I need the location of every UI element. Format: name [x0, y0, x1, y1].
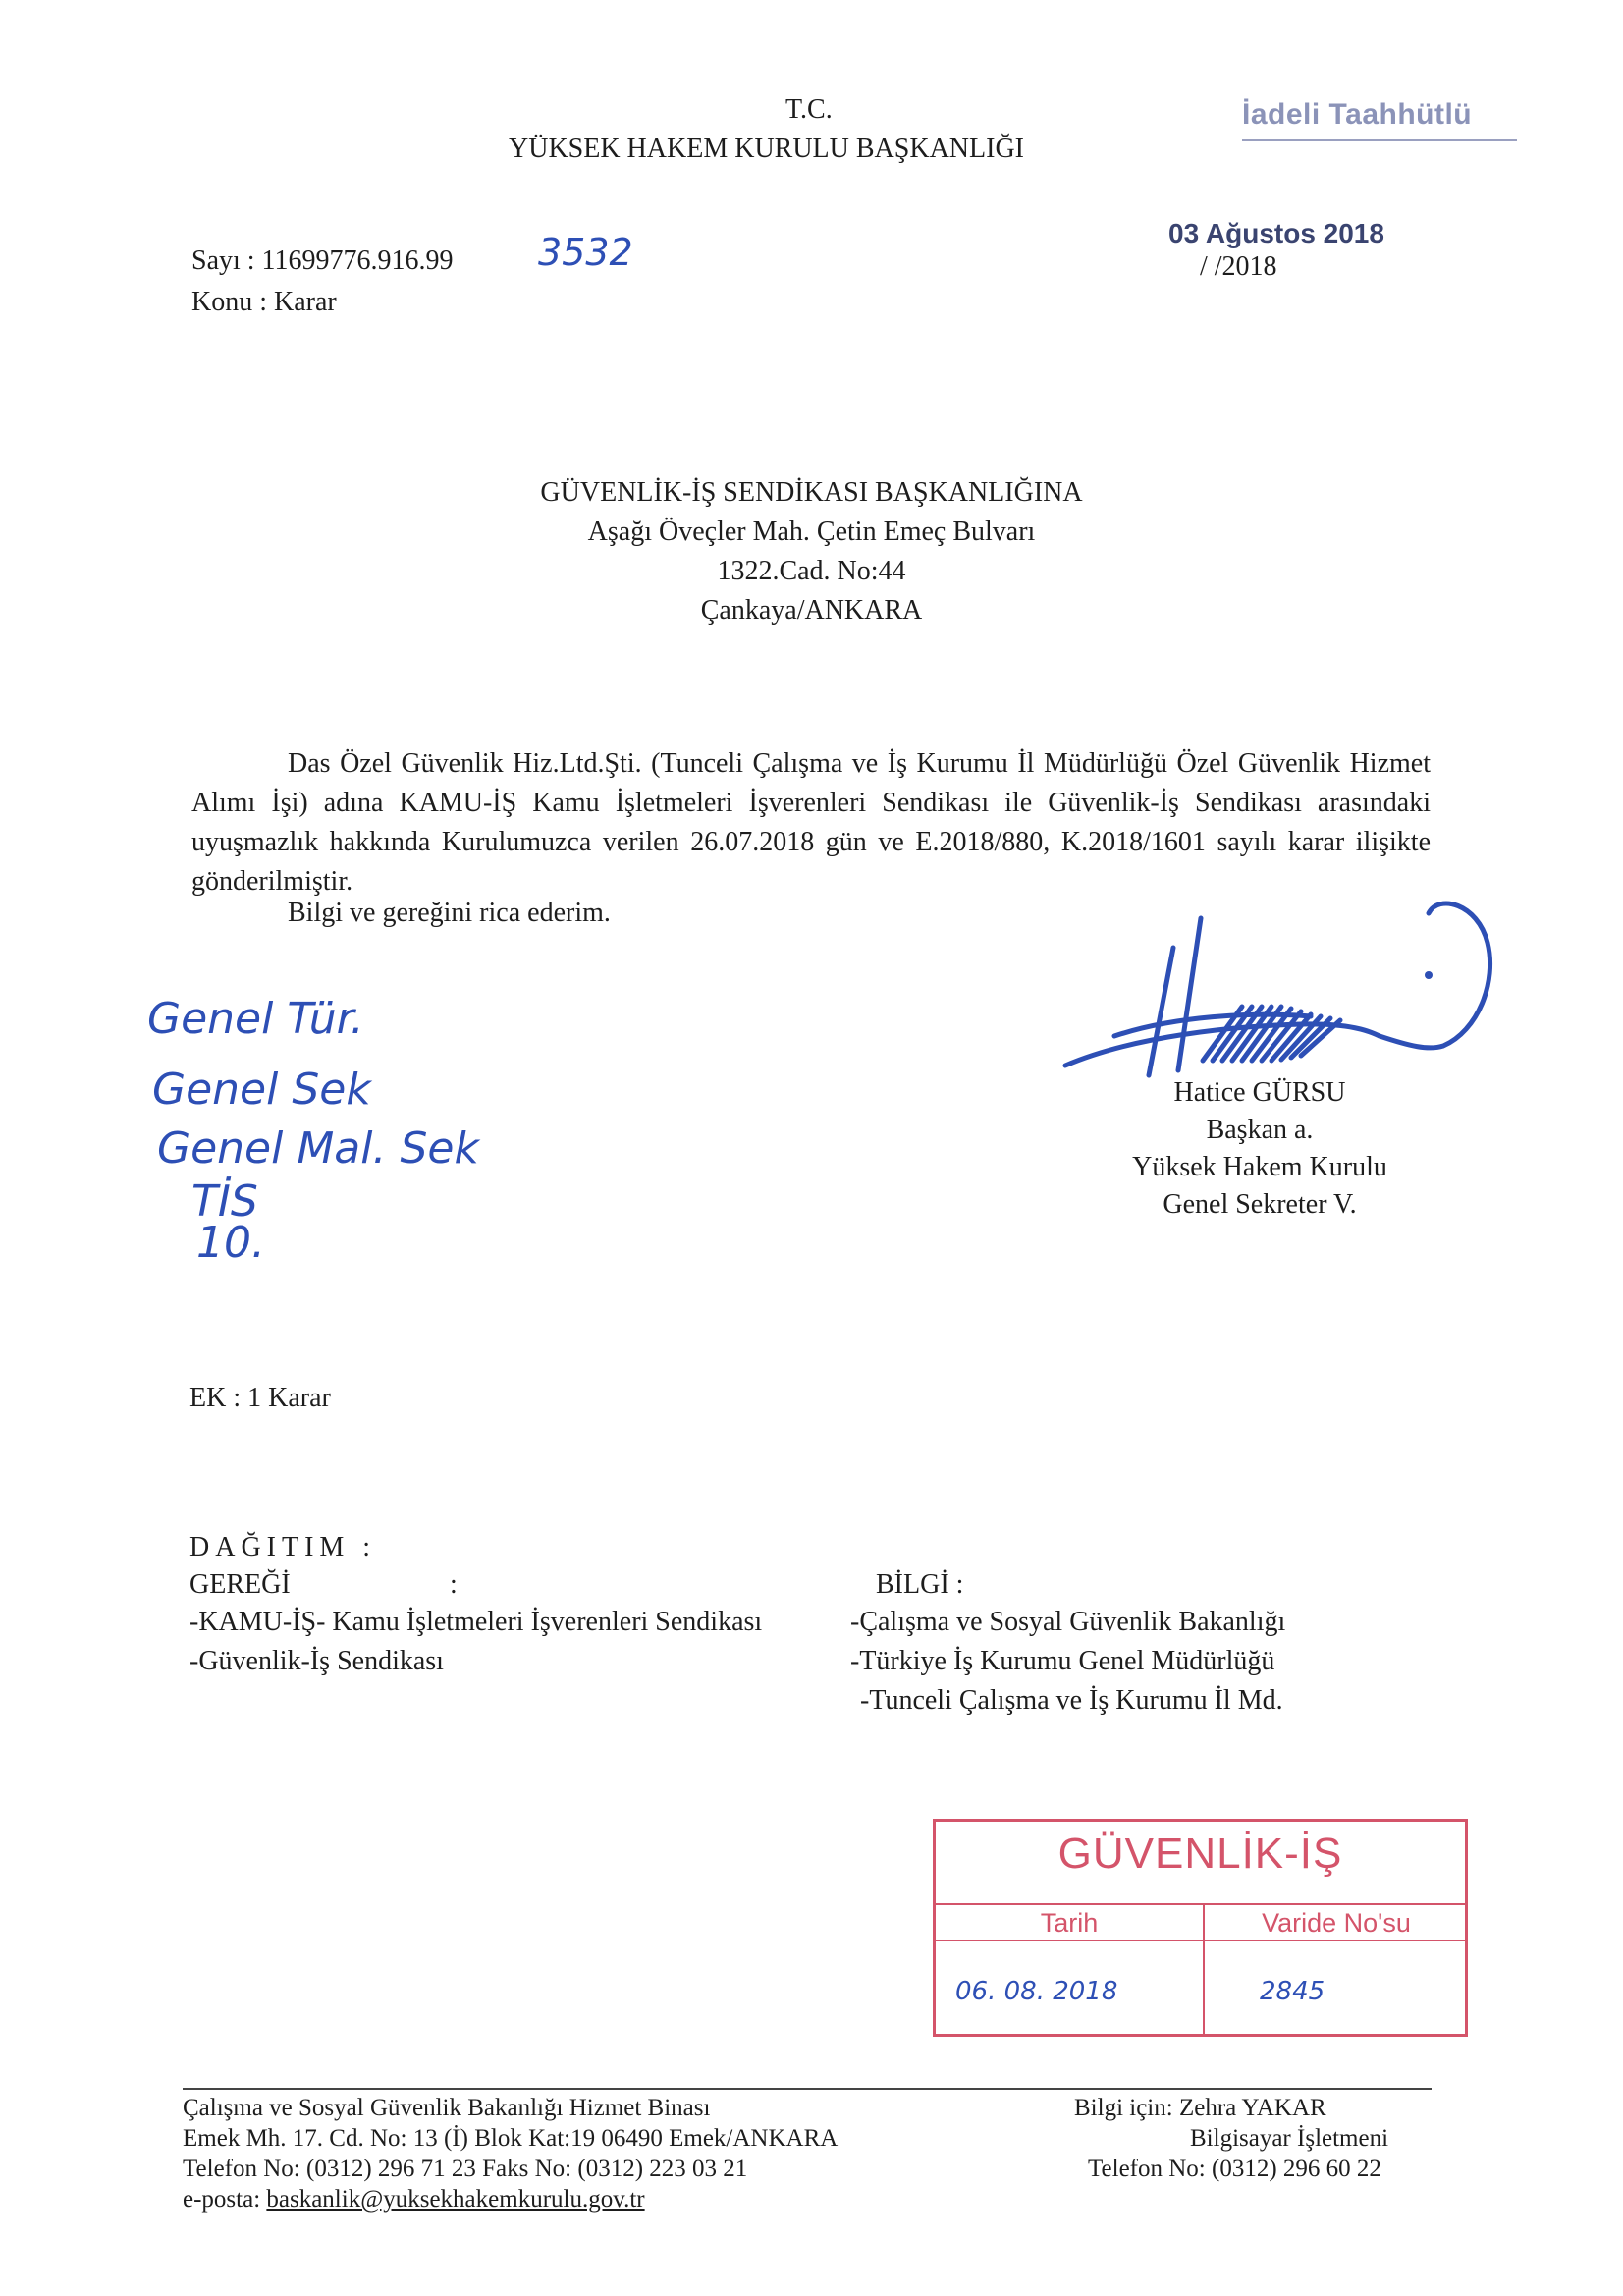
signatory-title-1: Başkan a. [1206, 1115, 1314, 1145]
footer-email-line [183, 2184, 838, 2214]
registered-mail-stamp: İadeli Taahhütlü [1242, 98, 1473, 131]
distribution-info-item: -Tunceli Çalışma ve İş Kurumu İl Md. [860, 1685, 1283, 1716]
addressee-name: GÜVENLİK-İŞ SENDİKASI BAŞKANLIĞINA [540, 477, 1083, 508]
receipt-stamp-date-header: Tarih [1040, 1908, 1099, 1938]
distribution-action-item: -KAMU-İŞ- Kamu İşletmeleri İşverenleri Sendikası [189, 1607, 763, 1637]
distribution-action-item: -Güvenlik-İş Sendikası [189, 1646, 444, 1676]
distribution-action-colon: : [450, 1569, 458, 1600]
signatory-title-3: Genel Sekreter V. [1163, 1189, 1357, 1220]
receipt-stamp [933, 1819, 1468, 2037]
printed-date: / /2018 [1200, 251, 1277, 282]
receipt-stamp-title: GÜVENLİK-İŞ [1057, 1830, 1343, 1878]
signature-block [1093, 1074, 1427, 1224]
footer-contact-phone: Telefon No: (0312) 296 60 22 [1088, 2156, 1381, 2182]
addressee-city: Çankaya/ANKARA [700, 595, 923, 626]
handwritten-note-2: Genel Sek [152, 1065, 371, 1115]
document-number: Sayı : 11699776.916.99 [191, 246, 454, 276]
footer-email-label: e-posta: [183, 2186, 267, 2213]
header-tc: T.C. [785, 94, 833, 125]
footer-phone-fax: Telefon No: (0312) 296 71 23 Faks No: (0312) 223 03 21 [183, 2156, 748, 2182]
footer-address-block [183, 2093, 838, 2214]
signatory-title-2: Yüksek Hakem Kurulu [1132, 1152, 1387, 1182]
distribution-info-item: -Türkiye İş Kurumu Genel Müdürlüğü [850, 1646, 1275, 1676]
receipt-stamp-number-header: Varide No'su [1262, 1908, 1411, 1938]
footer-contact-role: Bilgisayar İşletmeni [1190, 2125, 1389, 2152]
handwritten-note-4: TİS [191, 1176, 258, 1227]
registered-mail-stamp-underline [1242, 139, 1517, 141]
distribution-info-item: -Çalışma ve Sosyal Güvenlik Bakanlığı [850, 1607, 1286, 1637]
handwritten-signature [1055, 889, 1502, 1100]
footer-email-link[interactable]: baskanlik@yuksekhakemkurulu.gov.tr [266, 2186, 645, 2213]
distribution-info-heading: BİLGİ : [876, 1569, 964, 1600]
addressee-street: Aşağı Öveçler Mah. Çetin Emeç Bulvarı [587, 517, 1036, 547]
header-organization: YÜKSEK HAKEM KURULU BAŞKANLIĞI [509, 134, 1024, 164]
distribution-heading: DAĞITIM : [189, 1532, 377, 1562]
signatory-name: Hatice GÜRSU [1173, 1077, 1346, 1108]
body-paragraph: Das Özel Güvenlik Hiz.Ltd.Şti. (Tunceli Çalışma ve İş Kurumu İl Müdürlüğü Özel Güvenlik Hizmet Alımı İşi) adına KAMU-İŞ Kamu İşletmeleri İşverenleri Sendikası ile Güvenlik-İş Sendikası arasındaki uyuşmazlık hakkında Kurulumuzca verilen 26.07.2018 gün ve E.2018/880, K.2018/1601 sayılı karar ilişikte gönderilmiştir. [191, 748, 1431, 897]
closing-line: Bilgi ve gereğini rica ederim. [288, 898, 611, 928]
footer-address: Emek Mh. 17. Cd. No: 13 (İ) Blok Kat:19 06490 Emek/ANKARA [183, 2125, 839, 2152]
receipt-stamp-divider [936, 1940, 1465, 1941]
handwritten-note-5: 10. [196, 1218, 265, 1268]
receipt-stamp-number-value: 2845 [1260, 1977, 1325, 2006]
footer-contact-person: Bilgi için: Zehra YAKAR [1074, 2095, 1326, 2121]
attachment-line: EK : 1 Karar [189, 1383, 331, 1413]
footer-divider [183, 2088, 1432, 2090]
handwritten-note-3: Genel Mal. Sek [157, 1123, 479, 1174]
date-stamp: 03 Ağustos 2018 [1168, 218, 1384, 248]
receipt-stamp-divider [936, 1903, 1465, 1905]
distribution-action-heading: GEREĞİ [189, 1569, 291, 1600]
handwritten-document-number: 3532 [538, 231, 633, 274]
handwritten-note-1: Genel Tür. [147, 994, 364, 1044]
addressee-building: 1322.Cad. No:44 [717, 556, 906, 586]
footer-building: Çalışma ve Sosyal Güvenlik Bakanlığı Hizmet Binası [183, 2095, 711, 2121]
receipt-stamp-date-value: 06. 08. 2018 [955, 1977, 1118, 2006]
document-subject: Konu : Karar [191, 287, 337, 317]
